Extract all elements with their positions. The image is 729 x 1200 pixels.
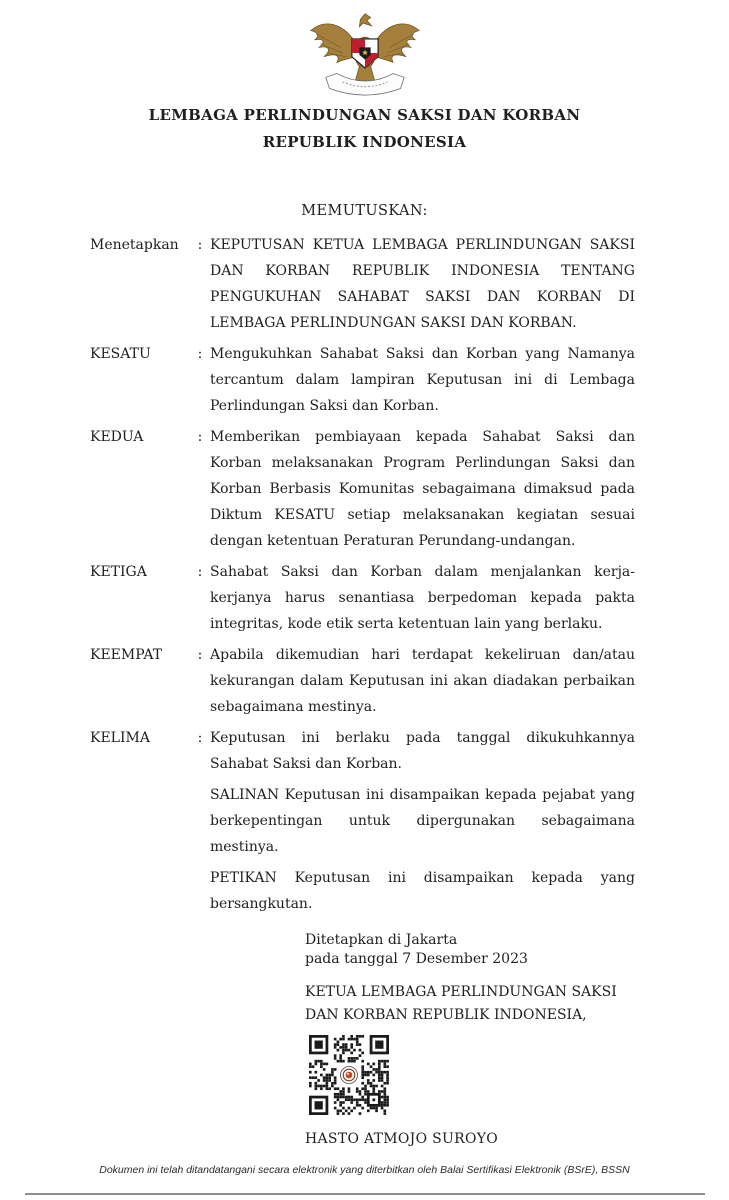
closing-date-line: pada tanggal 7 Desember 2023 xyxy=(305,951,528,967)
clause-text: Memberikan pembiayaan kepada Sahabat Saksi dan Korban melaksanakan Program Perlindungan Saksi dan Korban Berbasis Komunitas sebagaimana dimaksud pada Diktum KESATU setiap melaksanakan kegiatan sesuai dengan ketentuan Peraturan Perundang-undangan. xyxy=(210,429,635,549)
qr-code-icon xyxy=(309,1035,389,1115)
clause-colon: : xyxy=(197,237,203,253)
clause-label xyxy=(90,782,190,860)
clause-colon: : xyxy=(197,564,203,580)
clause-label: KELIMA xyxy=(90,730,150,746)
clause-row-kelima xyxy=(90,725,635,777)
signatory-title xyxy=(305,981,729,1027)
footer-divider-line xyxy=(25,1193,705,1195)
qr-center-logo-icon xyxy=(341,1067,358,1084)
clause-row-salinan xyxy=(90,782,635,860)
electronic-signature-disclaimer: Dokumen ini telah ditandatangani secara elektronik yang diterbitkan oleh Balai Sertifikasi Elektronik (BSrE), BSSN xyxy=(99,1164,630,1176)
clause-colon: : xyxy=(197,730,203,746)
clause-row-ketiga xyxy=(90,559,635,637)
clause-text: Keputusan ini berlaku pada tanggal dikukuhkannya Sahabat Saksi dan Korban. xyxy=(210,730,635,772)
closing-place-line: Ditetapkan di Jakarta xyxy=(305,932,458,948)
clause-text: Sahabat Saksi dan Korban dalam menjalankan kerja-kerjanya harus senantiasa berpedoman kepada pakta integritas, kode etik serta ketentuan lain yang berlaku. xyxy=(210,564,635,632)
clause-colon xyxy=(192,865,208,917)
clause-text: Mengukuhkan Sahabat Saksi dan Korban yang Namanya tercantum dalam lampiran Keputusan ini di Lembaga Perlindungan Saksi dan Korban. xyxy=(210,346,635,414)
clause-text: KEPUTUSAN KETUA LEMBAGA PERLINDUNGAN SAKSI DAN KORBAN REPUBLIK INDONESIA TENTANG PENGUKUHAN SAHABAT SAKSI DAN KORBAN DI LEMBAGA PERLINDUNGAN SAKSI DAN KORBAN. xyxy=(210,237,635,331)
clause-row-menetapkan xyxy=(90,232,635,336)
clause-row-kedua xyxy=(90,424,635,554)
clause-label: KETIGA xyxy=(90,564,147,580)
clause-colon xyxy=(192,782,208,860)
clause-colon: : xyxy=(197,647,203,663)
clause-label: KESATU xyxy=(90,346,151,362)
signatory-title-line2: DAN KORBAN REPUBLIK INDONESIA, xyxy=(305,1007,587,1023)
closing-block xyxy=(305,931,729,1147)
signature-qr-code xyxy=(309,1035,389,1115)
clause-text: Apabila dikemudian hari terdapat kekeliruan dan/atau kekurangan dalam Keputusan ini akan diadakan perbaikan sebagaimana mestinya. xyxy=(210,647,635,715)
clause-label: KEDUA xyxy=(90,429,144,445)
clause-row-petikan xyxy=(90,865,635,917)
clause-text: SALINAN Keputusan ini disampaikan kepada pejabat yang berkepentingan untuk dipergunakan sebagaimana mestinya. xyxy=(210,787,635,855)
clauses-section xyxy=(90,232,635,917)
emblem-container xyxy=(0,0,729,96)
clause-row-keempat xyxy=(90,642,635,720)
clause-row-kesatu xyxy=(90,341,635,419)
org-name-line2: REPUBLIK INDONESIA xyxy=(262,133,467,151)
clause-colon: : xyxy=(197,429,203,445)
clause-colon: : xyxy=(197,346,203,362)
signatory-name: HASTO ATMOJO SUROYO xyxy=(305,1131,499,1147)
clause-label: KEEMPAT xyxy=(90,647,163,663)
signatory-title-line1: KETUA LEMBAGA PERLINDUNGAN SAKSI xyxy=(305,984,617,1000)
decision-heading: MEMUTUSKAN: xyxy=(301,203,428,219)
clause-label xyxy=(90,865,190,917)
clause-label: Menetapkan xyxy=(90,237,179,253)
clause-text: PETIKAN Keputusan ini disampaikan kepada yang bersangkutan. xyxy=(210,870,635,912)
org-name-line1: LEMBAGA PERLINDUNGAN SAKSI DAN KORBAN xyxy=(148,106,581,124)
garuda-pancasila-emblem-icon xyxy=(302,10,428,96)
